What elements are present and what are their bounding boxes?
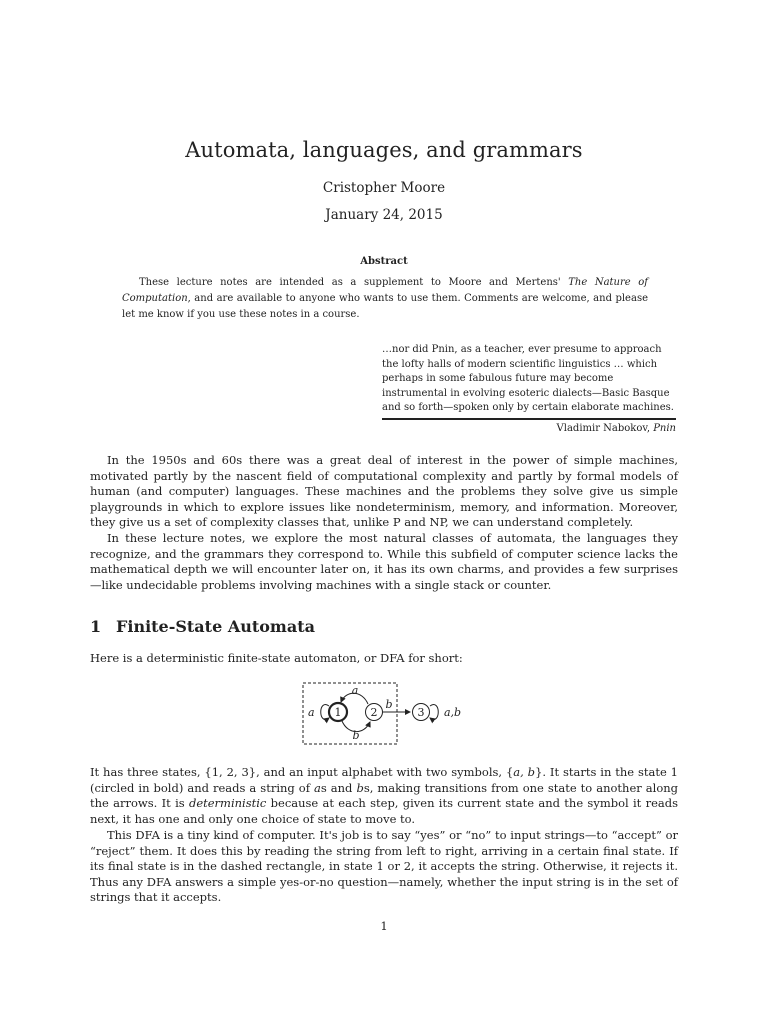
p3-part-a: It has three states, {1, 2, 3}, and an input alphabet with two symbols, { [90, 765, 514, 779]
section-number: 1 [90, 617, 102, 636]
epigraph-author: Vladimir Nabokov, [556, 423, 654, 434]
p3-part-b: }. It starts in the state 1 (circled in bold) and reads a string of [90, 765, 679, 795]
state-1-label: 1 [334, 706, 342, 719]
loop-edge-1 [321, 705, 329, 720]
p3-deterministic: deterministic [188, 796, 267, 810]
loop-label-1: a [308, 706, 315, 719]
abstract-heading: Abstract [360, 256, 408, 267]
epigraph-attribution [382, 423, 676, 434]
p3-bs: b [356, 780, 364, 795]
section-intro-paragraph: Here is a deterministic finite-state automaton, or DFA for short: [90, 651, 463, 665]
loop-edge-3 [430, 705, 438, 720]
section-title: Finite-State Automata [116, 617, 315, 636]
body-paragraph-2: This DFA is a tiny kind of computer. It's job is to say “yes” or “no” to input strings—to “accept” or “reject” them. It does this by reading the string from left to right, arriving in a certain final state. If its final state is in the dashed rectangle, in state 1 or 2, it accepts the string. Otherwise, it rejects it. Thus any DFA answers a simple yes-or-no question—namely, whether the input string is in the set of strings that it accepts. [90, 828, 678, 904]
publication-date: January 24, 2015 [325, 207, 443, 223]
abstract-text-before: These lecture notes are intended as a supplement to Moore and Mertens' [139, 277, 569, 288]
book-title: The Nature of Computation [122, 277, 648, 304]
edge-2-3-label: b [385, 698, 393, 711]
p3-part-d: s, making transitions from one state to another along the arrows. It is [90, 780, 679, 810]
p3-part-e: because at each step, given its current state and the symbol it reads next, it has one and only one choice of state to move to. [90, 796, 679, 826]
p3-set: a, b [513, 765, 536, 779]
epigraph-quote: …nor did Pnin, as a teacher, ever presume to approach the lofty halls of modern scientific linguistics … which perhaps in some fabulous future may become instrumental in evolving esoteric dialects—Basic Basque and so forth—spoken only by certain elaborate machines. [382, 344, 674, 413]
p3-part-c: s and [320, 780, 357, 795]
page-number: 1 [380, 919, 388, 933]
p3-as: a [314, 780, 321, 795]
section-heading [90, 617, 315, 636]
epigraph-source: Pnin [653, 423, 676, 434]
abstract-text-after: , and are available to anyone who wants to use them. Comments are welcome, and please let me know if you use these notes in a course. [122, 293, 648, 320]
intro-paragraph-2: In these lecture notes, we explore the most natural classes of automata, the languages they recognize, and the grammars they correspond to. While this subfield of computer science lacks the mathematical depth we will encounter later on, it has its own charms, and provides a few surprises—like undecidable problems involving machines with a single stack or counter. [90, 531, 678, 592]
body-paragraph-1 [90, 765, 678, 827]
loop-label-3: a,b [444, 706, 462, 719]
state-3-label: 3 [417, 706, 425, 719]
accepting-region [303, 683, 397, 744]
arc-top-label: a [351, 684, 359, 697]
intro-paragraph-1: In the 1950s and 60s there was a great deal of interest in the power of simple machines, motivated partly by the nascent field of computational complexity and partly by formal models of human (and computer) languages. These machines and the problems they solve give us simple playgrounds in which to explore issues like nondeterminism, memory, and information. Moreover, they give us a set of complexity classes that, unlike P and NP, we can understand completely. [90, 453, 678, 529]
abstract-text [122, 275, 648, 323]
arc-bottom-label: b [352, 729, 360, 742]
epigraph-rule [382, 418, 676, 420]
paper-title: Automata, languages, and grammars [185, 138, 583, 162]
state-2-label: 2 [370, 706, 378, 719]
dfa-diagram [300, 680, 480, 750]
author-name: Cristopher Moore [322, 180, 446, 196]
